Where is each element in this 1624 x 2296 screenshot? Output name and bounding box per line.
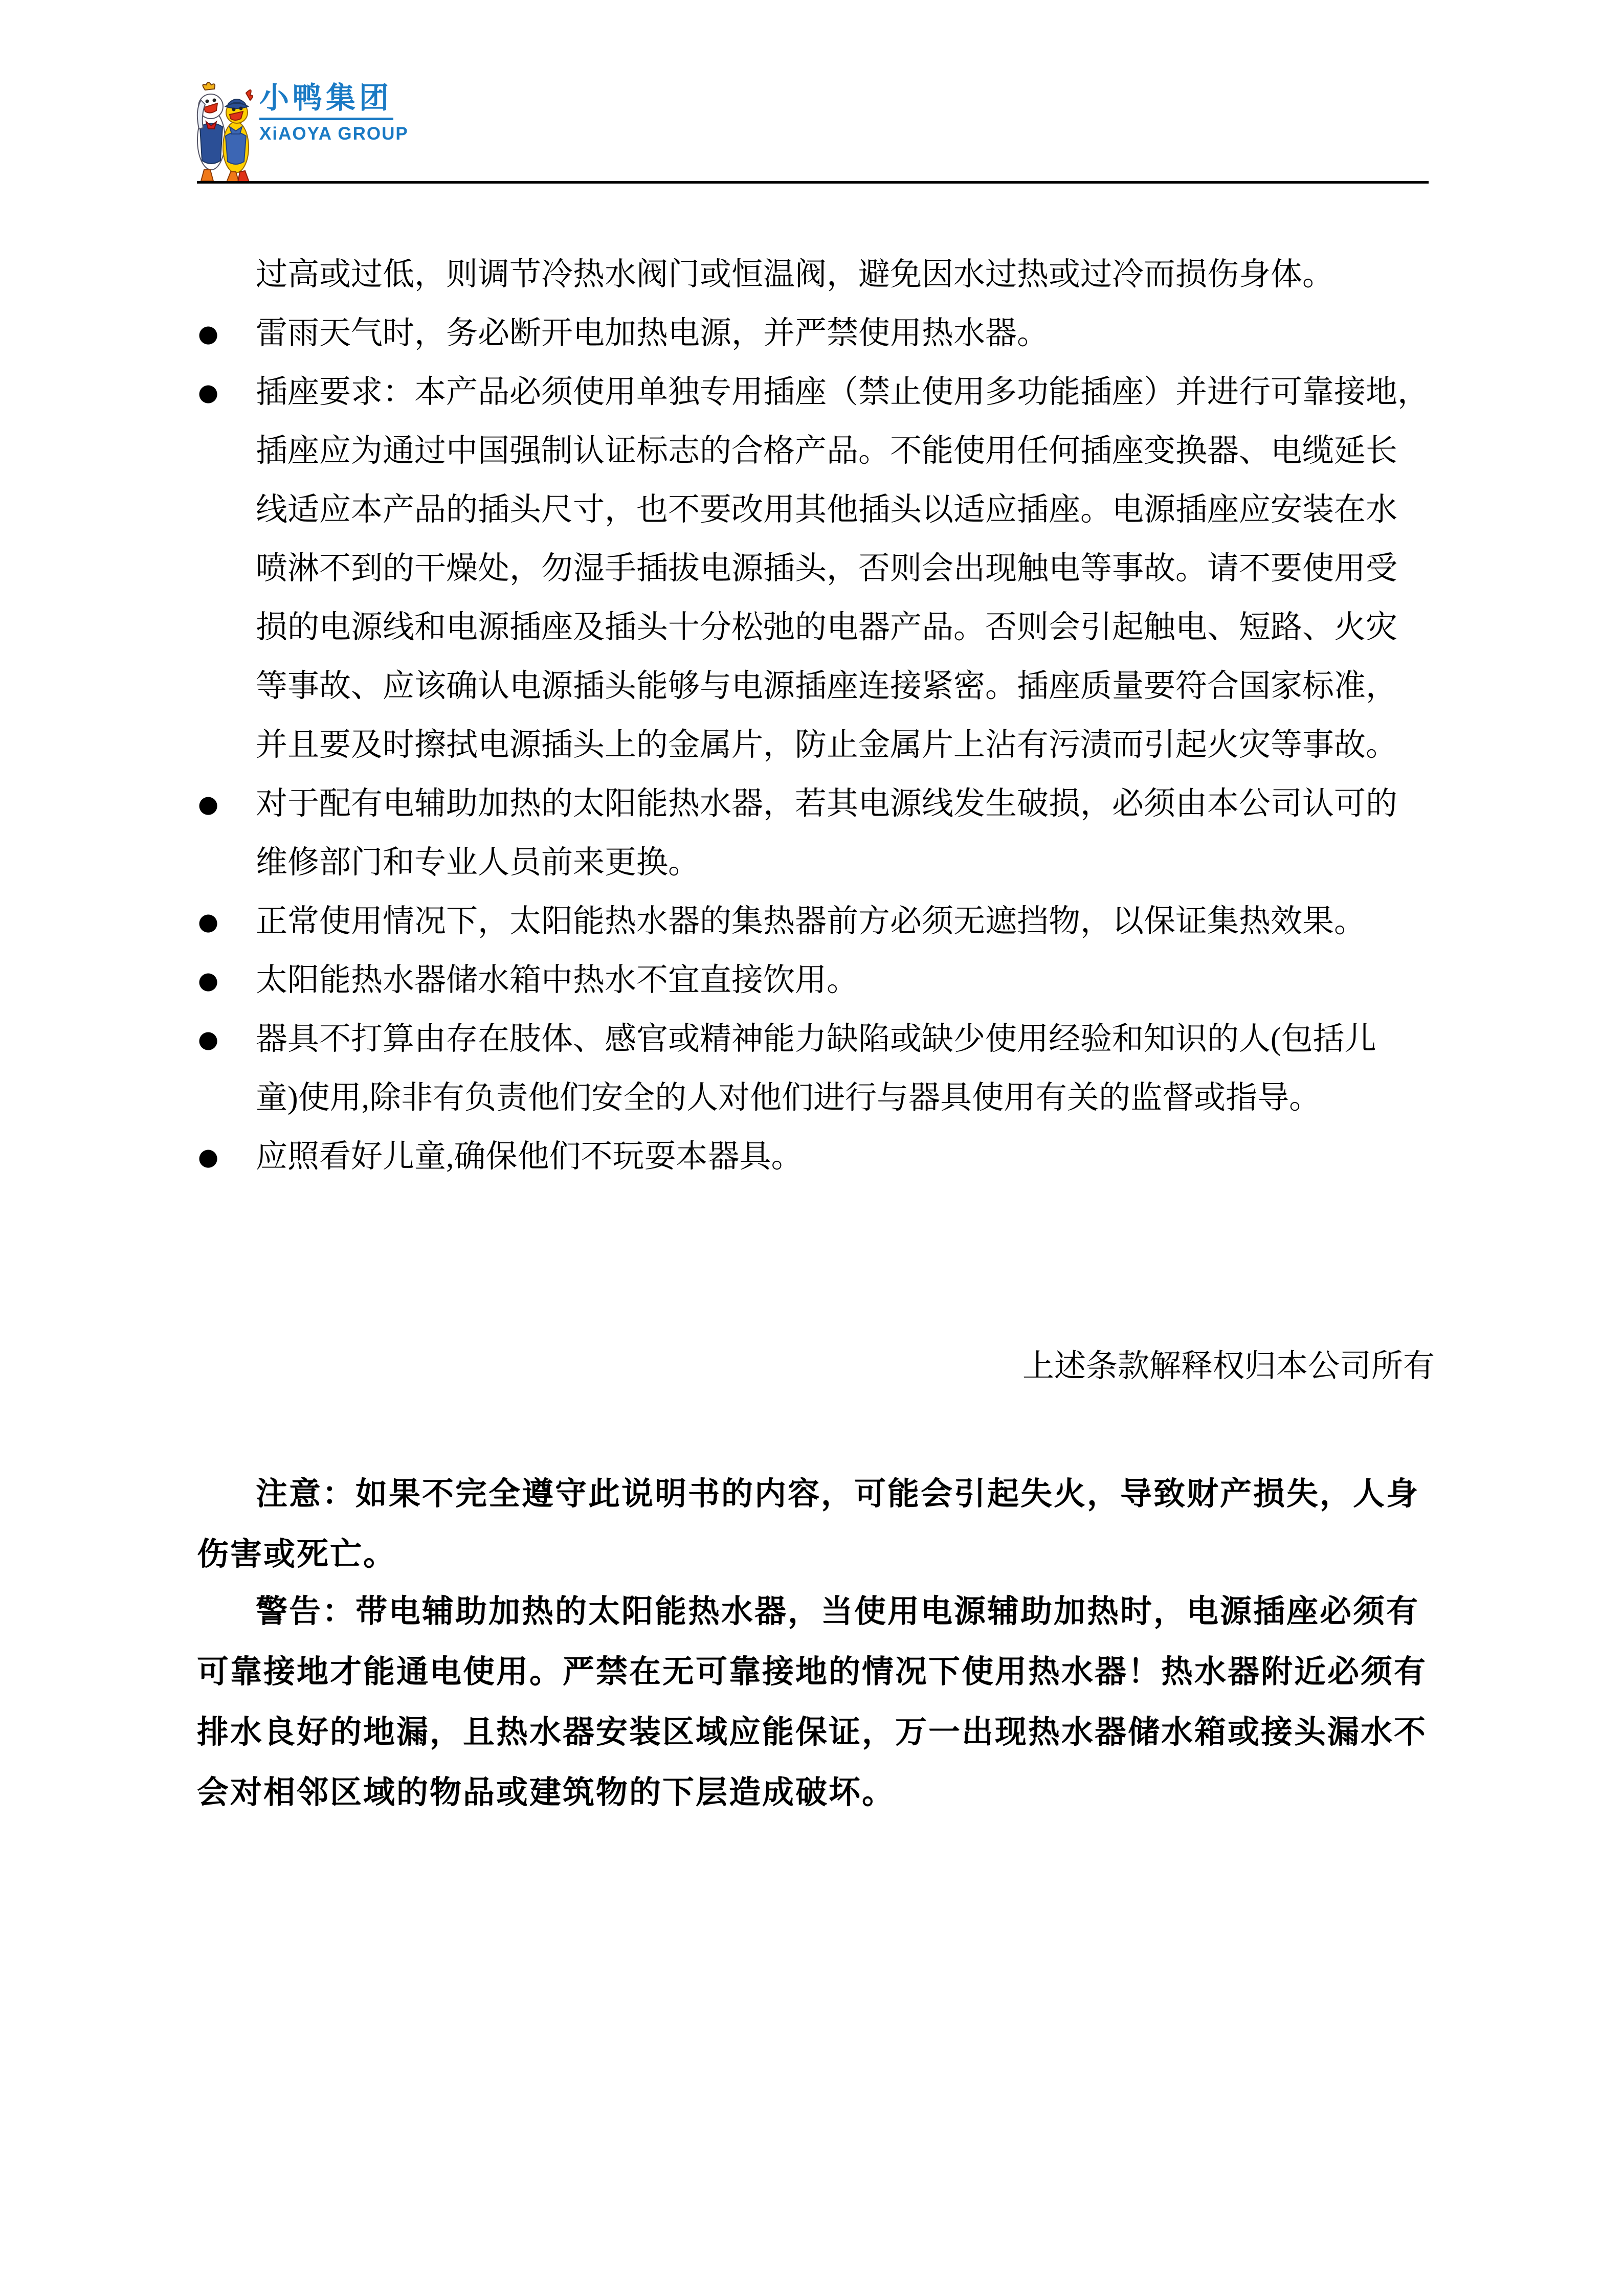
list-line: 插座应为通过中国强制认证标志的合格产品。不能使用任何插座变换器、电缆延长 — [256, 434, 1398, 468]
yellow-duck — [223, 90, 253, 182]
brand-name-english: XiAOYA GROUP — [259, 124, 409, 144]
list-line: 雷雨天气时，务必断开电加热电源，并严禁使用热水器。 — [256, 316, 1049, 351]
list-line: 损的电源线和电源插座及插头十分松弛的电器产品。否则会引起触电、短路、火灾 — [256, 610, 1398, 645]
notice-line: 注意：如果不完全遵守此说明书的内容，可能会引起失火，导致财产损失，人身 — [256, 1477, 1420, 1512]
list-line: 正常使用情况下，太阳能热水器的集热器前方必须无遮挡物，以保证集热效果。 — [256, 904, 1366, 939]
brand-logo — [196, 80, 605, 187]
bullet-icon: ● — [198, 1025, 219, 1053]
warning-paragraph — [197, 1582, 1465, 1823]
list-line: 插座要求：本产品必须使用单独专用插座（禁止使用多功能插座）并进行可靠接地， — [256, 375, 1430, 410]
bullet-icon: ● — [198, 966, 219, 994]
list-line: 器具不打算由存在肢体、感官或精神能力缺陷或缺少使用经验和知识的人(包括儿 — [256, 1022, 1376, 1056]
list-item — [197, 951, 1435, 1010]
list-line: 对于配有电辅助加热的太阳能热水器，若其电源线发生破损，必须由本公司认可的 — [256, 786, 1398, 821]
list-line: 喷淋不到的干燥处，勿湿手插拔电源插头，否则会出现触电等事故。请不要使用受 — [256, 551, 1398, 586]
safety-instructions-list — [197, 245, 1435, 1186]
list-line: 童)使用,除非有负责他们安全的人对他们进行与器具使用有关的监督或指导。 — [256, 1081, 1321, 1115]
bullet-icon: ● — [198, 320, 219, 347]
bullet-icon: ● — [198, 790, 219, 818]
warning-line: 排水良好的地漏，且热水器安装区域应能保证，万一出现热水器储水箱或接头漏水不 — [197, 1715, 1428, 1750]
bullet-icon: ● — [198, 1143, 219, 1170]
brand-name-chinese: 小鸭集团 — [259, 81, 393, 115]
two-ducks-mascot-icon — [196, 80, 254, 186]
list-line: 应照看好儿童,确保他们不玩耍本器具。 — [256, 1139, 803, 1174]
bullet-icon: ● — [198, 908, 219, 935]
list-line: 等事故、应该确认电源插头能够与电源插座连接紧密。插座质量要符合国家标准， — [256, 669, 1398, 704]
warning-line: 会对相邻区域的物品或建筑物的下层造成破坏。 — [197, 1775, 896, 1810]
bullet-icon: ● — [198, 378, 219, 406]
list-item — [197, 363, 1435, 422]
list-line: 并且要及时擦拭电源插头上的金属片，防止金属片上沾有污渍而引起火灾等事故。 — [256, 728, 1398, 762]
notice-line: 伤害或死亡。 — [197, 1537, 397, 1572]
list-item — [197, 892, 1435, 951]
list-item — [197, 1128, 1435, 1186]
list-line: 过高或过低，则调节冷热水阀门或恒温阀，避免因水过热或过冷而损伤身体。 — [256, 257, 1334, 292]
white-duck — [197, 82, 225, 181]
warning-line: 警告：带电辅助加热的太阳能热水器，当使用电源辅助加热时，电源插座必须有 — [256, 1594, 1420, 1629]
list-item — [197, 775, 1435, 834]
list-item — [197, 1010, 1435, 1069]
rights-note: 上述条款解释权归本公司所有 — [1022, 1349, 1435, 1384]
warning-line: 可靠接地才能通电使用。严禁在无可靠接地的情况下使用热水器！热水器附近必须有 — [197, 1655, 1428, 1690]
list-item — [197, 304, 1435, 363]
list-line: 线适应本产品的插头尺寸，也不要改用其他插头以适应插座。电源插座应安装在水 — [256, 492, 1398, 527]
header-rule — [197, 181, 1429, 184]
list-line: 太阳能热水器储水箱中热水不宜直接饮用。 — [256, 963, 859, 998]
list-line: 维修部门和专业人员前来更换。 — [256, 845, 700, 880]
notice-paragraph — [197, 1464, 1465, 1585]
brand-underline — [259, 118, 393, 120]
